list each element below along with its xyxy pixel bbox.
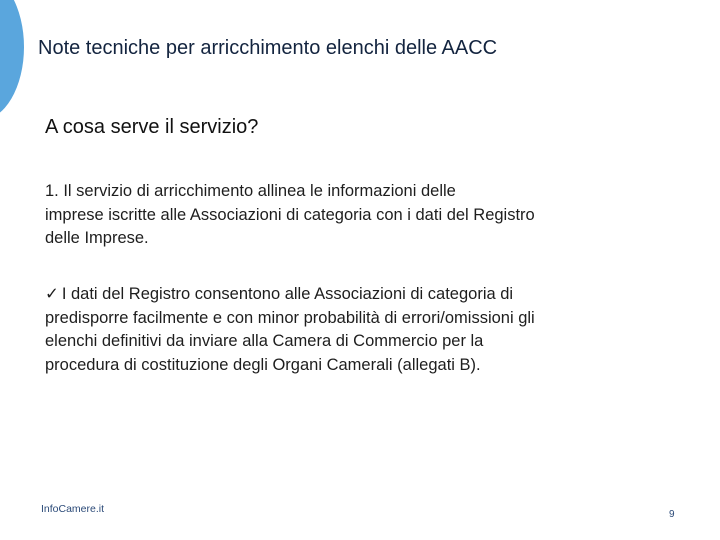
paragraph-line: delle Imprese. [45,229,149,247]
footer-logo-text: InfoCamere.it [41,503,105,515]
paragraph-line [45,283,685,307]
slide-title: Note tecniche per arricchimento elenchi delle AACC [38,37,498,59]
paragraph-line: procedura di costituzione degli Organi Camerali (allegati B). [45,355,481,374]
paragraph-line: imprese iscritte alle Associazioni di categoria con i dati del Registro [45,205,535,224]
section-heading: A cosa serve il servizio? [45,116,259,138]
paragraph-service-description [45,180,685,251]
paragraph-line: predisporre facilmente e con minor probabilità di errori/omissioni gli [45,308,535,327]
paragraph-line-text: I dati del Registro consentono alle Associazioni di categoria di [61,285,514,303]
check-icon: ✓ [45,285,59,303]
page-number: 9 [669,509,675,520]
paragraph-line: 1. Il servizio di arricchimento allinea le informazioni delle [45,182,456,200]
decorative-corner-circle [0,0,24,120]
paragraph-registry-benefits [45,283,685,377]
paragraph-line: elenchi definitivi da inviare alla Camera di Commercio per la [45,332,484,350]
